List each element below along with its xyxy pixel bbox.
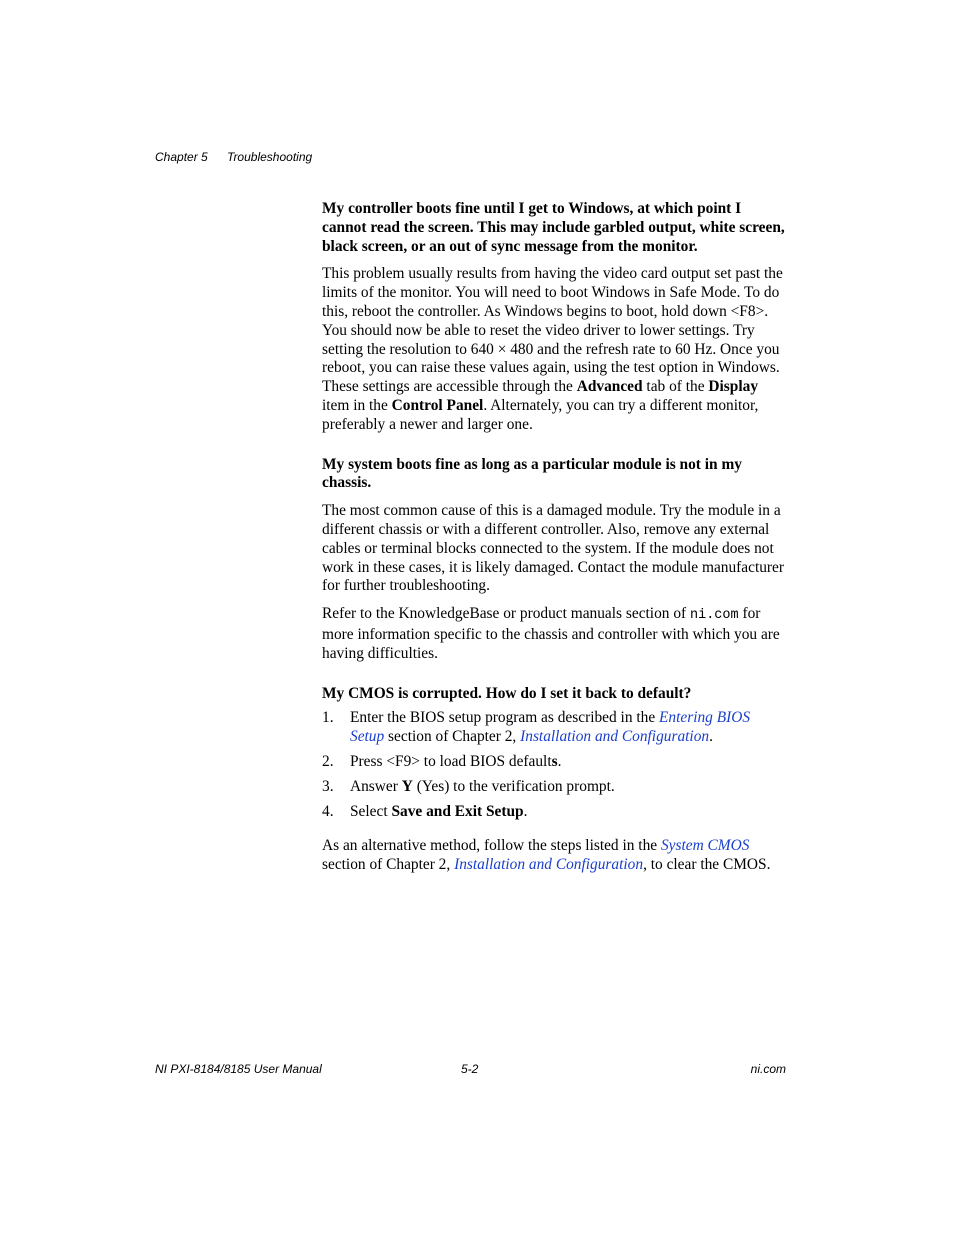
manual-title: NI PXI-8184/8185 User Manual: [155, 1062, 322, 1076]
question-heading-module: My system boots fine as long as a particular module is not in my chassis.: [322, 455, 742, 492]
answer-paragraph-display: This problem usually results from having the video card output set past the limits of the monitor. You will need to boot Windows in Safe Mode. To do this, reboot the controller. As Windows begins to boot, hold down <F8>. You should now be able to reset the video driver to lower settings. Try setting the resolution to 640 × 480 and the refresh rate to 60 Hz. Once you reboot, you can raise these values again, using the test option in Windows. These settings are accessible through the Advanced tab of the Display item in the Control Panel. Alternately, you can try a different monitor, preferably a newer and larger one.: [322, 265, 783, 433]
ni-com-code: ni.com: [690, 608, 739, 624]
entering-bios-setup-link[interactable]: Entering BIOS Setup: [350, 709, 751, 746]
page-number: 5-2: [461, 1062, 479, 1076]
list-item: 2. Press <F9> to load BIOS defaults.: [322, 752, 562, 770]
reference-paragraph: Refer to the KnowledgeBase or product manuals section of ni.com for more information specific to the chassis and controller with which you are having difficulties.: [322, 605, 780, 662]
page-footer: [155, 1062, 786, 1078]
answer-paragraph-module: The most common cause of this is a damaged module. Try the module in a different chassis or with a different controller. Also, remove any external cables or terminal blocks connected to the system. If the module does not work in these cases, it is likely damaged. Contact the module manufacturer for further troubleshooting.: [322, 502, 785, 595]
system-cmos-link[interactable]: System CMOS: [660, 837, 750, 855]
list-item: 3. Answer Y (Yes) to the verification prompt.: [322, 777, 615, 795]
question-heading-display: My controller boots fine until I get to Windows, at which point I cannot read the screen. This may include garbled output, white screen, black screen, or an out of sync message from the monitor.: [322, 200, 785, 255]
site-url: ni.com: [750, 1062, 786, 1076]
alternative-method-paragraph: As an alternative method, follow the steps listed in the System CMOS section of Chapter 2, Installation and Configuration, to clear the CMOS.: [322, 837, 771, 874]
running-header: [155, 150, 312, 164]
advanced-tab-term: Advanced: [576, 378, 643, 396]
installation-configuration-link[interactable]: Installation and Configuration: [520, 728, 710, 746]
main-content: [322, 200, 786, 875]
chapter-label: Chapter 5: [155, 150, 208, 164]
cmos-steps-list: [322, 709, 786, 821]
control-panel-term: Control Panel: [391, 396, 484, 414]
installation-configuration-link[interactable]: Installation and Configuration: [454, 856, 644, 874]
list-item: 1. Enter the BIOS setup program as described in the Entering BIOS Setup section of Chapter 2, Installation and Configuration.: [322, 709, 751, 746]
chapter-title: Troubleshooting: [227, 150, 313, 164]
list-item: 4. Select Save and Exit Setup.: [322, 802, 528, 820]
question-heading-cmos: My CMOS is corrupted. How do I set it back to default?: [322, 684, 692, 702]
display-item-term: Display: [708, 378, 759, 396]
